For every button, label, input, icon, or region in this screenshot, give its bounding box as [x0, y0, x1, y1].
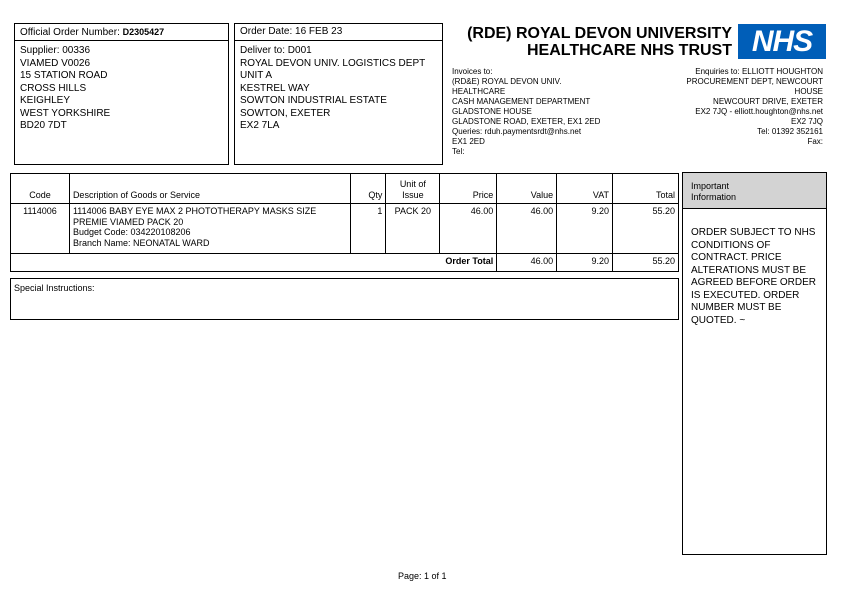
deliver-line: SOWTON, EXETER [240, 107, 331, 119]
deliver-line: SOWTON INDUSTRIAL ESTATE [240, 95, 387, 106]
order-date-label: Order Date: [240, 26, 293, 37]
supplier-line: CROSS HILLS [20, 82, 87, 94]
col-header-description: Description of Goods or Service [69, 174, 350, 204]
order-total-value: 46.00 [497, 254, 557, 272]
invoices-label: Invoices to: [452, 67, 493, 76]
order-number-value: D2305427 [122, 27, 165, 37]
supplier-address [20, 45, 110, 133]
cell-value: 46.00 [497, 204, 557, 254]
order-total-vat: 9.20 [557, 254, 613, 272]
deliver-address [240, 45, 425, 133]
col-header-price: Price [440, 174, 497, 204]
enquiries-line: NEWCOURT DRIVE, EXETER [713, 97, 823, 106]
important-info-heading: Important Information [691, 181, 737, 202]
supplier-line: VIAMED V0026 [20, 57, 91, 69]
cell-qty: 1 [351, 204, 386, 254]
trust-title-line: (RDE) ROYAL DEVON UNIVERSITY [467, 25, 732, 42]
enquiries-line: PROCUREMENT DEPT, NEWCOURT [686, 77, 823, 86]
deliver-line: KESTREL WAY [240, 82, 310, 94]
invoices-address [452, 67, 600, 157]
deliver-line: EX2 7LA [240, 120, 280, 131]
col-header-vat: VAT [557, 174, 613, 204]
important-info-text: ORDER SUBJECT TO NHS CONDITIONS OF CONTRACT. PRICE ALTERATIONS MUST BE AGREED BEFORE ORDER IS EXECUTED. ORDER NUMBER MUST BE QUOTED. ~ [691, 227, 817, 326]
supplier-line: 15 STATION ROAD [20, 70, 108, 81]
supplier-code: 00336 [62, 45, 91, 56]
table-row [11, 204, 679, 254]
trust-title [467, 25, 732, 59]
enquiries-line: EX2 7JQ [790, 117, 823, 126]
deliver-line: UNIT A [240, 70, 273, 81]
order-number [20, 26, 164, 40]
supplier-box [14, 23, 229, 165]
supplier-line: BD20 7DT [20, 120, 67, 131]
totals-row [11, 254, 679, 272]
cell-vat: 9.20 [557, 204, 613, 254]
invoices-line: (RD&E) ROYAL DEVON UNIV. [452, 77, 562, 86]
page-number: Page: 1 of 1 [398, 571, 447, 581]
important-info-box [682, 172, 827, 555]
cell-price: 46.00 [440, 204, 497, 254]
invoices-line: Queries: rduh.paymentsrdt@nhs.net [452, 127, 582, 136]
deliver-label: Deliver to: [240, 45, 286, 56]
invoices-line: HEALTHCARE [452, 87, 506, 96]
invoices-line: CASH MANAGEMENT DEPARTMENT [452, 97, 591, 106]
deliver-code: D001 [287, 45, 312, 56]
col-header-code: Code [11, 174, 70, 204]
enquiries-line: Tel: 01392 352161 [757, 127, 823, 136]
cell-total: 55.20 [613, 204, 679, 254]
enquiries-line: HOUSE [794, 87, 823, 96]
trust-title-line: HEALTHCARE NHS TRUST [526, 42, 732, 59]
supplier-line: WEST YORKSHIRE [20, 107, 111, 119]
invoices-line: EX1 2ED [452, 137, 485, 146]
invoices-line: GLADSTONE HOUSE [452, 107, 532, 116]
enquiries-line: Fax: [807, 137, 823, 146]
table-header-row [11, 174, 679, 204]
invoices-line: Tel: [452, 147, 465, 156]
supplier-label: Supplier: [20, 45, 60, 56]
order-date-value: 16 FEB 23 [295, 26, 343, 37]
order-items-table [10, 173, 679, 272]
col-header-total: Total [613, 174, 679, 204]
cell-description: 1114006 BABY EYE MAX 2 PHOTOTHERAPY MASKS SIZE PREMIE VIAMED PACK 20 Budget Code: 034220108206 Branch Name: NEONATAL WARD [69, 204, 350, 254]
order-total-label: Order Total [11, 254, 497, 272]
enquiries-address [686, 67, 823, 147]
important-info-header [683, 173, 826, 209]
order-number-label: Official Order Number: [20, 27, 120, 38]
col-header-value: Value [497, 174, 557, 204]
cell-unit: PACK 20 [386, 204, 440, 254]
special-instructions-box [10, 278, 679, 320]
enquiries-name: ELLIOTT HOUGHTON [741, 67, 823, 76]
deliver-line: ROYAL DEVON UNIV. LOGISTICS DEPT [240, 57, 426, 69]
invoices-line: GLADSTONE ROAD, EXETER, EX1 2ED [452, 117, 601, 126]
enquiries-line: EX2 7JQ - elliott.houghton@nhs.net [695, 107, 823, 116]
cell-code: 1114006 [11, 204, 70, 254]
col-header-unit: Unit of Issue [386, 174, 440, 204]
col-header-qty: Qty [351, 174, 386, 204]
nhs-logo: NHS [738, 24, 826, 59]
special-instructions-label: Special Instructions: [14, 283, 95, 293]
enquiries-label: Enquiries to: [695, 67, 740, 76]
order-total-total: 55.20 [613, 254, 679, 272]
order-date [240, 26, 342, 39]
deliver-box [234, 23, 443, 165]
supplier-line: KEIGHLEY [20, 95, 71, 106]
